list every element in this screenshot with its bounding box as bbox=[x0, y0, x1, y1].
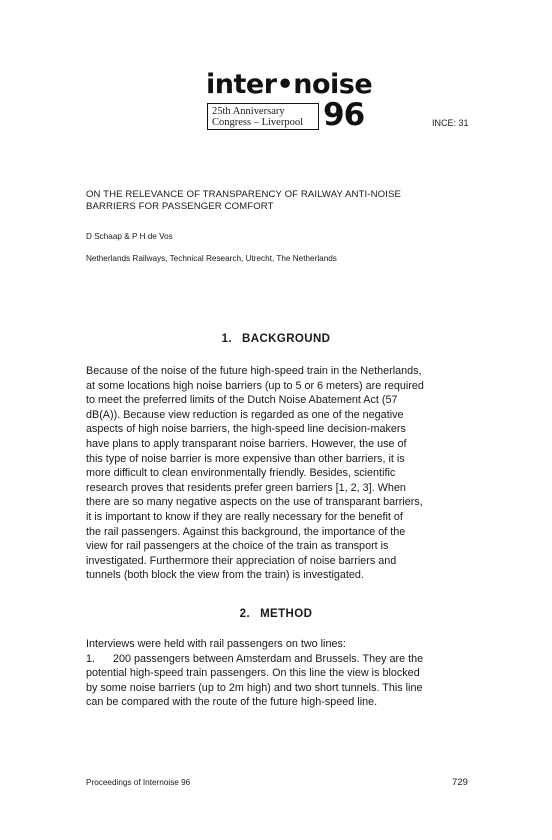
affiliation: Netherlands Railways, Technical Research, Utrecht, The Netherlands bbox=[86, 254, 337, 263]
page-number: 729 bbox=[452, 777, 468, 788]
text-line: to meet the preferred limits of the Dutch Noise Abatement Act (57 bbox=[86, 394, 398, 407]
method-paragraph bbox=[86, 637, 423, 710]
text-line: the rail passengers. Against this background, the importance of the bbox=[86, 525, 406, 538]
logo-box-line1: 25th Anniversary bbox=[212, 106, 285, 117]
text-line: have plans to apply transparant noise barriers. However, the use of bbox=[86, 437, 407, 450]
text-line: investigated. Furthermore their appreciation of noise barriers and bbox=[86, 554, 397, 567]
text-line: tunnels (both block the view from the train) is investigated. bbox=[86, 569, 364, 582]
section-title: METHOD bbox=[260, 608, 313, 620]
text-line: more difficult to clean environmentally friendly. Besides, scientific bbox=[86, 467, 396, 480]
text-line: research proves that residents prefer green barriers [1, 2, 3]. When bbox=[86, 481, 406, 494]
logo-anniversary-box bbox=[207, 103, 319, 130]
text-line: dB(A)). Because view reduction is regarded as one of the negative bbox=[86, 408, 404, 421]
text-line: Because of the noise of the future high-speed train in the Netherlands, bbox=[86, 365, 422, 377]
section-title: BACKGROUND bbox=[242, 333, 331, 345]
text-line: Interviews were held with rail passengers on two lines: bbox=[86, 638, 346, 650]
authors: D Schaap & P H de Vos bbox=[86, 232, 173, 241]
section-number: 1. bbox=[221, 333, 233, 345]
conference-code: INCE: 31 bbox=[432, 118, 469, 128]
logo-box-line2: Congress – Liverpool bbox=[212, 117, 303, 128]
paper-title bbox=[86, 189, 466, 212]
internoise-logo bbox=[206, 69, 376, 134]
text-line: potential high-speed train passengers. On this line the view is blocked bbox=[86, 667, 420, 680]
text-line: there are so many negative aspects on the use of transparant barriers, bbox=[86, 496, 423, 509]
text-line: view for rail passengers at the choice of the train as transport is bbox=[86, 540, 389, 553]
text-line: 1. 200 passengers between Amsterdam and Brussels. They are the bbox=[86, 652, 424, 665]
title-line: BARRIERS FOR PASSENGER COMFORT bbox=[86, 200, 274, 212]
logo-year: 96 bbox=[323, 97, 365, 133]
footer-proceedings: Proceedings of Internoise 96 bbox=[86, 778, 191, 787]
section-number: 2. bbox=[239, 608, 251, 620]
text-line: this type of noise barrier is more expensive than other barriers, it is bbox=[86, 452, 405, 465]
text-line: it is important to know if they are really necessary for the benefit of bbox=[86, 510, 403, 523]
background-paragraph bbox=[86, 364, 424, 583]
title-line: ON THE RELEVANCE OF TRANSPARENCY OF RAILWAY ANTI-NOISE bbox=[86, 189, 401, 200]
section-heading-method bbox=[0, 608, 552, 620]
logo-wordmark: inter•noise bbox=[206, 69, 373, 100]
text-line: aspects of high noise barriers, the high-speed line decision-makers bbox=[86, 423, 406, 436]
text-line: at some locations high noise barriers (up to 5 or 6 meters) are required bbox=[86, 379, 424, 392]
section-heading-background bbox=[0, 333, 552, 345]
text-line: can be compared with the route of the future high-speed line. bbox=[86, 696, 378, 709]
text-line: by some noise barriers (up to 2m high) and two short tunnels. This line bbox=[86, 681, 423, 694]
